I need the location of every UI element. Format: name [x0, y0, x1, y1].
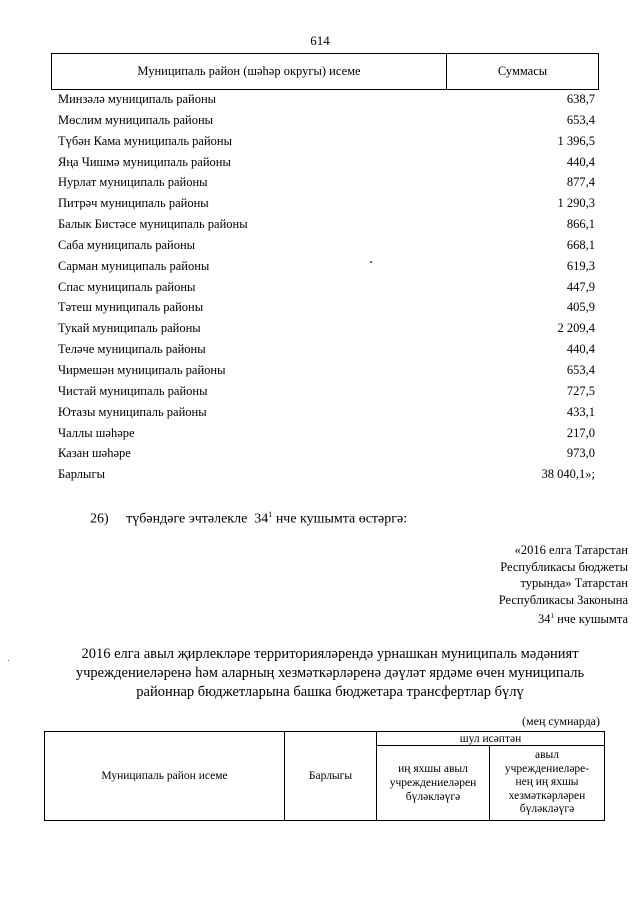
total-row — [58, 464, 599, 485]
appendix-line: «2016 елга Татарстан — [514, 543, 628, 557]
item-text: түбәндәге эчтәлекле 34 — [126, 511, 269, 527]
appendix-reference — [499, 542, 628, 628]
table-row — [58, 256, 599, 277]
row-value: 433,1 — [566, 404, 595, 419]
table-row — [58, 277, 599, 298]
row-value: 653,4 — [566, 112, 595, 127]
row-value: 668,1 — [566, 237, 595, 252]
row-name: Яңа Чишмә муниципаль районы — [58, 154, 231, 169]
table-row — [58, 381, 599, 402]
row-name: Чистай муниципаль районы — [58, 383, 208, 398]
item-number: 26) — [90, 511, 109, 527]
row-value: 217,0 — [566, 425, 595, 440]
header-total: Барлыгы — [285, 732, 377, 820]
row-name: Казан шәһәре — [58, 446, 131, 461]
table-row — [58, 89, 599, 110]
row-value: 2 209,4 — [557, 321, 595, 336]
row-value: 1 396,5 — [557, 133, 595, 148]
row-name: Теләче муниципаль районы — [58, 342, 206, 357]
table-row — [58, 297, 599, 318]
appendix-line: $34^1$ нче кушымта — [537, 612, 628, 627]
table-row — [58, 360, 599, 381]
title-line: учреждениеләренә һәм аларның хезмәткәрләренә дәүләт ярдәме өчен муниципаль — [75, 665, 585, 681]
row-value: 866,1 — [566, 217, 595, 232]
title-line: 2016 елга авыл җирлекләре территорияләрендә урнашкан муниципаль мәдәният — [81, 646, 579, 662]
appendix-line: турында» Татарстан — [520, 576, 628, 590]
row-name: Тукай муниципаль районы — [58, 321, 201, 336]
row-name: Чирмешән муниципаль районы — [58, 362, 226, 377]
row-name: Ютазы муниципаль районы — [58, 404, 207, 419]
row-name: Мөслим муниципаль районы — [58, 112, 214, 127]
row-name: Түбән Кама муниципаль районы — [58, 133, 232, 148]
row-name: Нурлат муниципаль районы — [58, 175, 208, 190]
table-row — [58, 423, 599, 444]
page-number: 614 — [310, 33, 330, 48]
row-name: Минзәлә муниципаль районы — [58, 92, 217, 106]
scan-speck — [370, 261, 372, 263]
table-row — [58, 402, 599, 423]
district-rows — [58, 89, 599, 485]
header-including: шул исәптән — [377, 732, 604, 746]
table-row — [58, 443, 599, 464]
item-26 — [90, 510, 407, 528]
table-row — [58, 152, 599, 173]
row-value: 653,4 — [566, 362, 595, 377]
row-name: Барлыгы — [58, 467, 105, 482]
table-row — [58, 318, 599, 339]
row-value: 440,4 — [566, 342, 595, 357]
item-sup: 1 — [268, 510, 273, 519]
header-best-institutions: иң яхшы авыл учреждениеләрен бүләкләүгә — [377, 746, 490, 820]
row-value: 619,3 — [566, 258, 595, 273]
appendix-line: Республикасы бюджеты — [500, 559, 628, 574]
table-row — [58, 339, 599, 360]
row-value: 973,0 — [566, 446, 595, 461]
table-row — [58, 172, 599, 193]
units-label: (мең сумнарда) — [522, 714, 600, 728]
row-value: 877,4 — [566, 175, 595, 190]
scan-speck — [8, 660, 9, 661]
header-best-employees: авыл учреждениеләре- нең иң яхшы хезмәткәрләрен бүләкләүгә — [504, 749, 590, 816]
row-value: 1 290,3 — [557, 196, 595, 211]
row-value: 727,5 — [566, 383, 595, 398]
table-row — [58, 214, 599, 235]
header-district-name: Муниципаль район исеме — [45, 732, 285, 820]
row-value: 447,9 — [566, 279, 595, 294]
row-value: 405,9 — [566, 300, 595, 315]
header-sum: Суммасы — [497, 64, 548, 78]
district-table-header — [51, 53, 599, 90]
item-text-after: нче кушымта өстәргә: — [272, 511, 408, 527]
row-name: Сарман муниципаль районы — [58, 258, 210, 273]
section-title — [30, 645, 630, 702]
table-row — [58, 235, 599, 256]
row-name: Тәтеш муниципаль районы — [58, 300, 204, 315]
row-value: 440,4 — [566, 154, 595, 169]
header-district-name: Муниципаль район (шәһәр округы) исеме — [52, 54, 447, 89]
table-row — [58, 110, 599, 131]
table-row — [58, 193, 599, 214]
row-name: Саба муниципаль районы — [58, 237, 196, 252]
row-name: Питрәч муниципаль районы — [58, 196, 209, 211]
row-name: Чаллы шәһәре — [58, 425, 135, 440]
appendix-line: Республикасы Законына — [498, 592, 628, 607]
row-name: Балык Бистәсе муниципаль районы — [58, 217, 248, 232]
transfers-table-header — [44, 731, 605, 821]
row-value: 638,7 — [566, 92, 595, 106]
row-value: 38 040,1»; — [541, 467, 595, 482]
row-name: Спас муниципаль районы — [58, 279, 196, 294]
title-line: районнар бюджетларына башка бюджетара трансфертлар бүлү — [136, 684, 524, 700]
table-row — [58, 131, 599, 152]
